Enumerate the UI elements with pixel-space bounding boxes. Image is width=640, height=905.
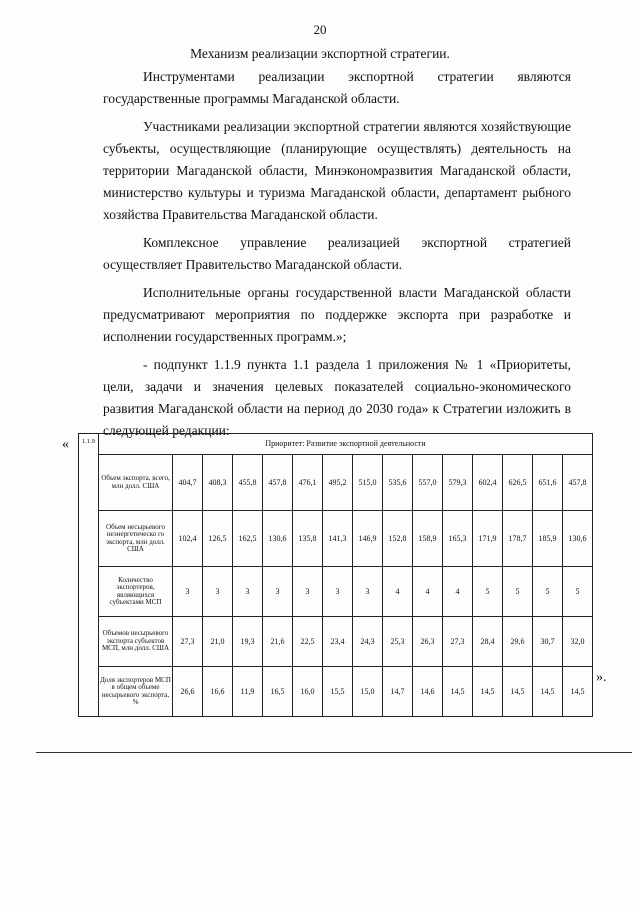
table-row-label: Объемов несырьевого экспорта субъектов МСП, млн долл. США [99,617,173,667]
table-cell: 5 [473,567,503,617]
table-row-label: Доля экспортеров МСП в общем объеме несырьевого экспорта, % [99,667,173,717]
table-cell: 14,5 [503,667,533,717]
table-cell: 28,4 [473,617,503,667]
table-cell: 162,5 [233,511,263,567]
table-cell: 126,5 [203,511,233,567]
table-row [79,455,593,511]
table-cell: 579,3 [443,455,473,511]
page-number: 20 [313,22,327,37]
table-cell: 27,3 [173,617,203,667]
table-cell: 24,3 [353,617,383,667]
table-cell: 27,3 [443,617,473,667]
table-row [79,567,593,617]
table-cell: 102,4 [173,511,203,567]
table-cell: 3 [233,567,263,617]
table-cell: 23,4 [323,617,353,667]
table-cell: 3 [173,567,203,617]
table-cell: 3 [263,567,293,617]
table-cell: 15,5 [323,667,353,717]
table-index-cell: 1.1.9 [79,434,99,717]
table-cell: 26,6 [173,667,203,717]
table-cell: 14,5 [563,667,593,717]
table-cell: 165,3 [443,511,473,567]
table-cell: 130,6 [263,511,293,567]
table-cell: 4 [443,567,473,617]
paragraph-management: Комплексное управление реализацией экспортной стратегией осуществляет Правительство Магаданской области. [103,235,571,272]
table-cell: 14,5 [473,667,503,717]
table-cell: 5 [533,567,563,617]
table-cell: 135,8 [293,511,323,567]
table-cell: 171,9 [473,511,503,567]
body-text [103,66,571,448]
table-cell: 14,5 [533,667,563,717]
table-cell: 495,2 [323,455,353,511]
table-priority-row [79,434,593,455]
quote-close: ». [596,670,607,685]
table-cell: 476,1 [293,455,323,511]
paragraph-subclause: - подпункт 1.1.9 пункта 1.1 раздела 1 приложения № 1 «Приоритеты, цели, задачи и значения целевых показателей социально-экономического развития Магаданской области на период до 2030 года» к Стратегии изложить в следующей редакции: [103,357,571,438]
table-cell: 3 [323,567,353,617]
table-cell: 30,7 [533,617,563,667]
table-cell: 21,6 [263,617,293,667]
table-row-label: Количество экспортеров, являющихся субъектами МСП [99,567,173,617]
table-cell: 408,3 [203,455,233,511]
indicators-table [78,433,593,717]
table-cell: 5 [503,567,533,617]
table-cell: 457,8 [563,455,593,511]
table-cell: 146,9 [353,511,383,567]
table-cell: 141,3 [323,511,353,567]
quote-open: « [62,437,69,452]
table-cell: 515,0 [353,455,383,511]
table-cell: 26,3 [413,617,443,667]
table-cell: 16,5 [263,667,293,717]
table-cell: 14,7 [383,667,413,717]
table-cell: 178,7 [503,511,533,567]
table-cell: 29,6 [503,617,533,667]
footer-divider [36,752,632,753]
table-cell: 16,0 [293,667,323,717]
table-cell: 4 [383,567,413,617]
table-cell: 404,7 [173,455,203,511]
table-cell: 535,6 [383,455,413,511]
table-row-label: Объем экспорта, всего, млн долл. США [99,455,173,511]
table-cell: 457,8 [263,455,293,511]
table-cell: 185,9 [533,511,563,567]
table-row [79,511,593,567]
table-row [79,667,593,717]
table-cell: 22,5 [293,617,323,667]
table-cell: 3 [353,567,383,617]
paragraph-executive: Исполнительные органы государственной власти Магаданской области предусматривают мероприятия по поддержке экспорта при разработке и исполнении государственных программ.»; [103,285,571,344]
table-cell: 32,0 [563,617,593,667]
section-heading: Механизм реализации экспортной стратегии. [190,46,450,61]
table-cell: 3 [203,567,233,617]
table-cell: 3 [293,567,323,617]
table-cell: 130,6 [563,511,593,567]
table-cell: 602,4 [473,455,503,511]
table-cell: 15,0 [353,667,383,717]
table-cell: 455,8 [233,455,263,511]
table-cell: 158,9 [413,511,443,567]
table-cell: 626,5 [503,455,533,511]
table-cell: 11,9 [233,667,263,717]
table-cell: 16,6 [203,667,233,717]
table-cell: 557,0 [413,455,443,511]
table-cell: 19,3 [233,617,263,667]
paragraph-participants: Участниками реализации экспортной стратегии являются хозяйствующие субъекты, осуществляющие (планирующие осуществлять) деятельность на территории Магаданской области, Минэкономразвития Магаданской области, министерство культуры и туризма Магаданской области, департамент рыбного хозяйства Правительства Магаданской области. [103,119,571,222]
table-priority-cell: Приоритет: Развитие экспортной деятельности [99,434,593,455]
table-cell: 4 [413,567,443,617]
table-row [79,617,593,667]
table-cell: 14,6 [413,667,443,717]
table-cell: 651,6 [533,455,563,511]
table-cell: 5 [563,567,593,617]
table-row-label: Объем несырьевого неэнергетическо го экспорта, млн долл. США [99,511,173,567]
table-cell: 152,8 [383,511,413,567]
table-cell: 25,3 [383,617,413,667]
table-cell: 21,0 [203,617,233,667]
paragraph-instruments: Инструментами реализации экспортной стратегии являются государственные программы Магаданской области. [103,69,571,106]
table-cell: 14,5 [443,667,473,717]
